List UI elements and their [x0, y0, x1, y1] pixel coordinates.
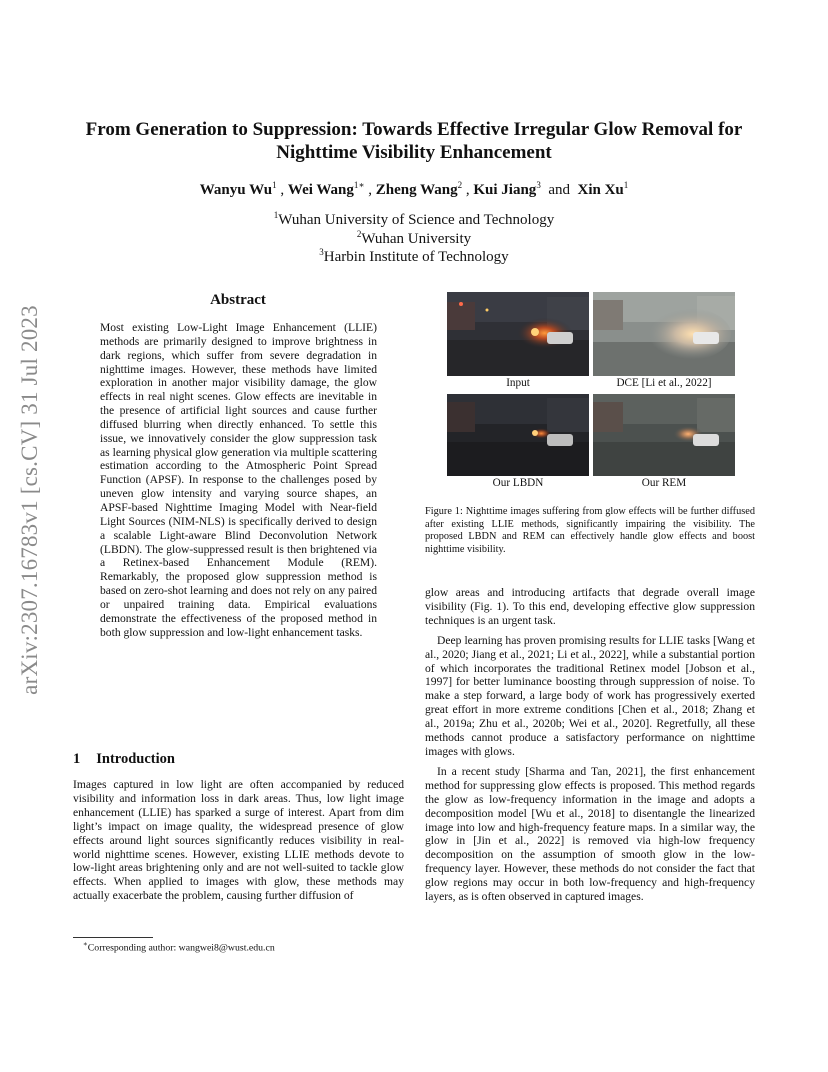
- abstract-heading: Abstract: [210, 292, 266, 308]
- footnote-mark: ∗: [83, 940, 88, 948]
- figure-image-input: [447, 292, 589, 376]
- section-number: 1: [73, 751, 81, 767]
- affil-text: Harbin Institute of Technology: [323, 249, 509, 265]
- figure-label-dce: DCE [Li et al., 2022]: [616, 377, 712, 389]
- figure-label-rem: Our REM: [641, 477, 687, 489]
- footnote-text: Corresponding author: wangwei8@wust.edu.cn: [87, 942, 275, 954]
- night-scene-image: [447, 394, 589, 476]
- affil-mark: 1: [273, 210, 279, 220]
- author-name: Kui Jiang: [473, 182, 537, 198]
- footnote: [83, 940, 275, 953]
- affil-text: Wuhan University: [361, 231, 472, 247]
- author-list: Wanyu Wu$^1$ , Wei Wang$^{1∗}$ , Zheng Wang$^2$ , Kui Jiang$^3$ and Xin Xu$^1$: [199, 180, 629, 198]
- paragraph: In a recent study [Sharma and Tan, 2021], the first enhancement method for suppressing glow effects is proposed. This method regards the glow as low-frequency information in the image and adopts a decomposition model [Wu et al., 2018] to disentangle the linearized image into low and high-frequency feature maps. In a similar way, the glow in [Jin et al., 2022] is removed via high-low frequency decomposition on the assumption of smooth glow in the low-frequency layer. However, these methods do not consider the fact that glow regions may occur in both low-frequency and high-frequency layers, as is often observed in captured images.: [425, 764, 755, 904]
- paragraph: Deep learning has proven promising results for LLIE tasks [Wang et al., 2020; Jiang et al., 2021; Li et al., 2022], while a substantial portion of which incorporates the traditional Retinex model [Jobson et al., 1997] for better luminance boosting through suppression of noise. To make a step forward, a large body of work has progressively exerted great effort in more extreme conditions [Chen et al., 2018; Zhang et al., 2019a; Zhu et al., 2020b; Wei et al., 2020]. Regretfully, all these methods cannot produce a satisfactory performance on nighttime images with glows.: [425, 633, 755, 758]
- paper-title: From Generation to Suppression: Towards Effective Irregular Glow Removal for Nighttime Visibility Enhancement: [85, 119, 743, 163]
- footnote-rule: [73, 937, 153, 938]
- night-scene-image: [447, 292, 589, 376]
- section-heading: [73, 751, 175, 768]
- author-affil-mark: 3: [536, 180, 541, 190]
- figure-image-rem: [593, 394, 735, 476]
- affil-mark: 3: [319, 247, 324, 257]
- author-affil-mark: 1: [272, 180, 277, 190]
- author-name: Wei Wang: [287, 182, 354, 198]
- abstract-body: Most existing Low-Light Image Enhancement (LLIE) methods are primarily designed to improve brightness in dark regions, which suffer from severe degradation in nighttime images. However, these methods have limited exploration in another major visibility damage, the glow effects in real night scenes. Glow effects are inevitable in the presence of artificial light sources and cause further diffused blurring when directly enhanced. To settle this issue, we innovatively consider the glow suppression task as learning physical glow generation via multiple scattering estimation according to the Atmospheric Point Spread Function (APSF). In response to the challenges posed by uneven glow intensity and varying source shapes, an APSF-based Nighttime Imaging Model with Near-field Light Sources (NIM-NLS) is specifically derived to design a scalable Light-aware Blind Deconvolution Network (LBDN). The glow-suppressed result is then brightened via a Retinex-based Enhancement Module (REM). Remarkably, the proposed glow suppression method is based on zero-shot learning and does not rely on any paired or unpaired training data. Empirical evaluations demonstrate the effectiveness of the proposed method in both glow suppression and low-light enhancement tasks.: [100, 321, 377, 639]
- affiliation: [60, 243, 768, 267]
- arxiv-stamp: [10, 300, 50, 700]
- author-name: Zheng Wang: [375, 182, 458, 198]
- figure-image-dce: [593, 292, 735, 376]
- paragraph: glow areas and introducing artifacts that degrade overall image visibility (Fig. 1). To this end, developing effective glow suppression techniques is an urgent task.: [425, 586, 755, 627]
- author-affil-mark: 2: [457, 180, 463, 190]
- figure-image-lbdn: [447, 394, 589, 476]
- night-scene-image: [593, 394, 735, 476]
- author-affil-mark: 1∗: [353, 180, 365, 190]
- right-column-body: [425, 586, 755, 910]
- night-scene-image: [593, 292, 735, 376]
- author-and: and: [548, 182, 570, 198]
- intro-body: Images captured in low light are often accompanied by reduced visibility and information loss in dark areas. Thus, low light image enhancement (LLIE) has sparked a surge of interest. Apart from dim light’s impact on image quality, the widespread presence of glow effects around light sources significantly reduces visibility in real-world nighttime scenes. However, existing LLIE methods devote to low-light areas brightening only and are not well-suited to tackle glow effects. When applied to images with glow, these methods may actually exacerbate the problem, causing further diffusion of: [73, 778, 404, 903]
- author-affil-mark: 1: [623, 180, 629, 190]
- arxiv-stamp-text: arXiv:2307.16783v1 [cs.CV] 31 Jul 2023: [17, 305, 42, 695]
- section-title: Introduction: [96, 751, 175, 767]
- figure-caption: Figure 1: Nighttime images suffering from glow effects will be further diffused after existing LLIE methods, significantly impairing the visibility. The proposed LBDN and REM can effectively handle glow effects and boost nighttime visibility.: [425, 506, 755, 555]
- figure-label-input: Input: [506, 377, 530, 389]
- author-name: Wanyu Wu: [199, 182, 273, 198]
- affil-text: Wuhan University of Science and Technology: [278, 212, 555, 228]
- author-name: Xin Xu: [577, 182, 624, 198]
- figure-label-lbdn: Our LBDN: [492, 477, 544, 489]
- affil-mark: 2: [356, 229, 362, 239]
